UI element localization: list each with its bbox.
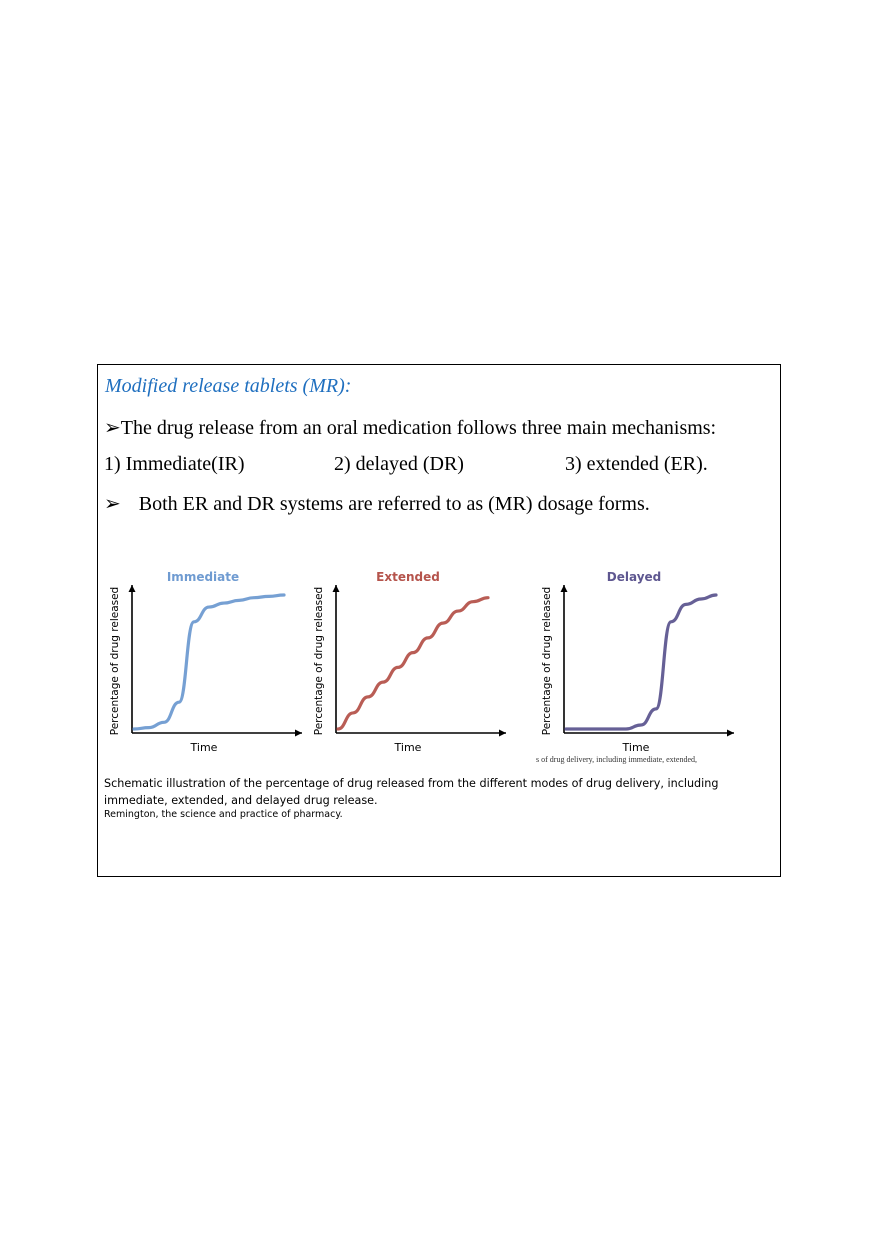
- chart-title-immediate: Immediate: [166, 570, 240, 584]
- stray-caption-fragment: s of drug delivery, including immediate, extended,: [536, 755, 697, 764]
- chart-title-delayed: Delayed: [606, 570, 662, 584]
- figure-source: Remington, the science and practice of pharmacy.: [104, 809, 343, 820]
- x-axis-label-extended: Time: [394, 741, 422, 754]
- mechanism-item-delayed: 2) delayed (DR): [334, 453, 464, 475]
- series-line-immediate: [134, 595, 284, 729]
- x-axis-arrow-icon-immediate: [295, 730, 302, 737]
- mechanism-item-extended: 3) extended (ER).: [565, 453, 708, 475]
- bullet-arrow-icon: ➢: [104, 493, 121, 515]
- y-axis-label-extended: Percentage of drug released: [313, 586, 325, 736]
- bullet-mr-forms: [104, 491, 650, 516]
- x-axis-arrow-icon-delayed: [727, 730, 734, 737]
- y-axis-arrow-icon-delayed: [561, 585, 568, 592]
- slide-title: Modified release tablets (MR):: [105, 375, 352, 397]
- bullet-arrow-icon: ➢: [104, 417, 121, 439]
- series-line-extended: [338, 598, 488, 729]
- mechanism-list: [104, 453, 744, 479]
- bullet-mechanisms-text: The drug release from an oral medication follows three main mechanisms:: [120, 417, 717, 439]
- y-axis-arrow-icon-immediate: [129, 585, 136, 592]
- x-axis-label-immediate: Time: [190, 741, 218, 754]
- bullet-mr-forms-text: Both ER and DR systems are referred to as (MR) dosage forms.: [138, 493, 650, 515]
- figure-caption: Schematic illustration of the percentage of drug released from the different modes of drug delivery, including immediate, extended, and delayed drug release.: [104, 777, 719, 807]
- bullet-mechanisms: [104, 415, 716, 440]
- x-axis-arrow-icon-extended: [499, 730, 506, 737]
- y-axis-arrow-icon-extended: [333, 585, 340, 592]
- series-line-delayed: [566, 595, 716, 729]
- x-axis-label-delayed: Time: [622, 741, 650, 754]
- release-charts-svg: [98, 555, 782, 775]
- mechanism-item-immediate: 1) Immediate(IR): [104, 453, 245, 475]
- release-profile-figure: [98, 555, 782, 775]
- chart-title-extended: Extended: [376, 570, 440, 584]
- slide-frame: [97, 364, 781, 877]
- y-axis-label-immediate: Percentage of drug released: [109, 586, 121, 736]
- y-axis-label-delayed: Percentage of drug released: [541, 586, 553, 736]
